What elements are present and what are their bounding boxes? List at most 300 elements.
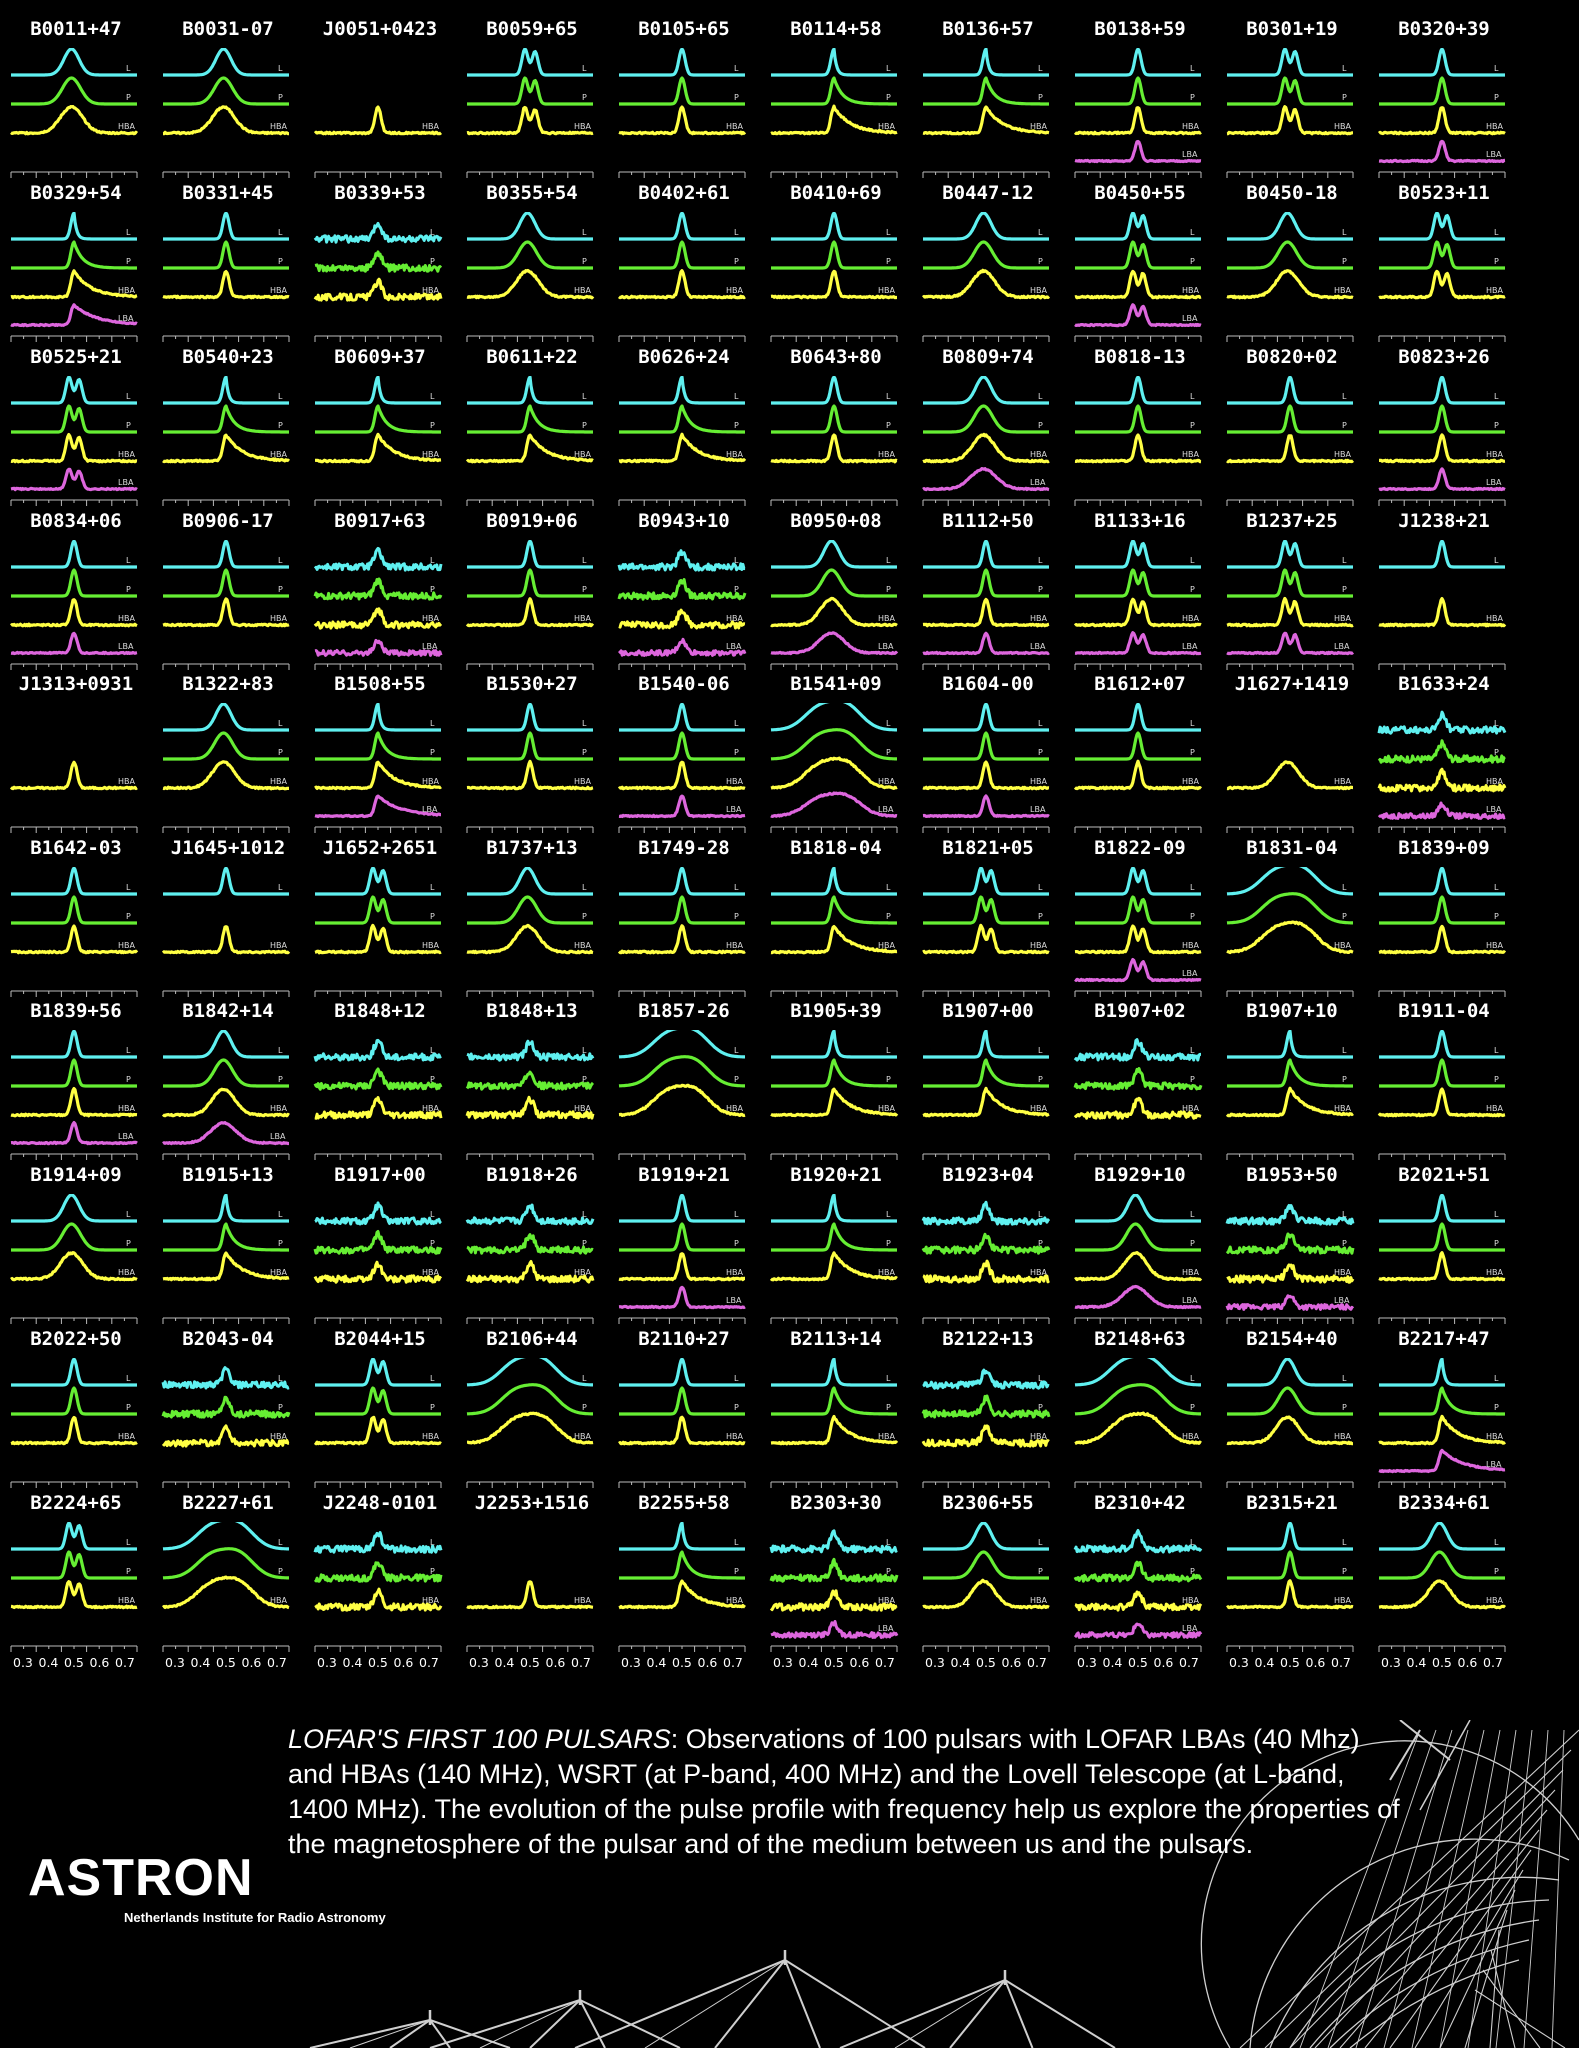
- profile-line-p: [771, 242, 897, 268]
- pulsar-name: B0410+69: [790, 182, 882, 204]
- profile-plot: [0, 376, 152, 508]
- profile-line-p: [467, 1235, 593, 1254]
- pulsar-panel: [304, 673, 456, 833]
- profile-plot: [0, 540, 152, 672]
- profile-line-p: [1379, 242, 1505, 268]
- pulsar-panel: [608, 837, 760, 997]
- profile-plot: [1064, 1194, 1216, 1326]
- profile-line-l: [467, 704, 593, 730]
- profile-plot: [1064, 867, 1216, 999]
- pulsar-panel: [0, 182, 152, 342]
- band-label-hba: HBA: [1486, 1596, 1503, 1605]
- band-label-p: P: [582, 748, 587, 757]
- band-label-l: L: [1494, 392, 1499, 401]
- profile-line-p: [1379, 1388, 1505, 1414]
- profile-line-l: [11, 1195, 137, 1221]
- profile-line-l: [315, 868, 441, 894]
- band-label-hba: HBA: [726, 941, 743, 950]
- pulsar-name: B1322+83: [182, 673, 274, 695]
- band-label-l: L: [734, 392, 739, 401]
- band-label-l: L: [1038, 1046, 1043, 1055]
- profile-plot: [1368, 867, 1520, 999]
- profile-line-l: [1075, 1531, 1201, 1553]
- band-label-p: P: [278, 1075, 283, 1084]
- profile-line-l: [163, 704, 289, 730]
- profile-line-p: [923, 1234, 1049, 1253]
- band-label-l: L: [886, 719, 891, 728]
- band-label-hba: HBA: [878, 1432, 895, 1441]
- band-label-hba: HBA: [1030, 122, 1047, 131]
- band-label-p: P: [734, 912, 739, 921]
- band-label-hba: HBA: [1334, 1268, 1351, 1277]
- profile-line-l: [1227, 541, 1353, 567]
- profile-line-p: [315, 733, 441, 759]
- pulsar-name: B1917+00: [334, 1164, 426, 1186]
- band-label-hba: HBA: [118, 1268, 135, 1277]
- profile-line-p: [1075, 733, 1201, 759]
- profile-line-l: [619, 1359, 745, 1385]
- profile-line-p: [315, 406, 441, 432]
- band-label-l: L: [1190, 719, 1195, 728]
- pulsar-panel: [152, 673, 304, 833]
- profile-line-p: [467, 78, 593, 104]
- x-tick-label: 0.4: [646, 1655, 667, 1670]
- band-label-p: P: [430, 1239, 435, 1248]
- profile-plot: [1216, 1194, 1368, 1326]
- pulsar-name: B1953+50: [1246, 1164, 1338, 1186]
- pulsar-name: B0355+54: [486, 182, 578, 204]
- profile-line-p: [11, 897, 137, 923]
- band-label-lba: LBA: [1486, 1460, 1502, 1469]
- band-label-hba: HBA: [878, 450, 895, 459]
- profile-line-l: [315, 1533, 441, 1553]
- pulsar-panel: [1064, 1000, 1216, 1160]
- pulsar-panel: [760, 1492, 912, 1652]
- pulsar-panel: [608, 1164, 760, 1324]
- band-label-lba: LBA: [118, 314, 134, 323]
- profile-line-p: [923, 1552, 1049, 1578]
- astron-logo-subtitle: Netherlands Institute for Radio Astronomy: [124, 1910, 386, 1925]
- profile-plot: [912, 1522, 1064, 1654]
- band-label-p: P: [126, 1239, 131, 1248]
- band-label-l: L: [126, 1210, 131, 1219]
- band-label-p: P: [1494, 421, 1499, 430]
- profile-plot: [1064, 540, 1216, 672]
- band-label-lba: LBA: [1486, 805, 1502, 814]
- profile-line-l: [315, 377, 441, 403]
- band-label-l: L: [886, 1374, 891, 1383]
- band-label-l: L: [886, 1538, 891, 1547]
- pulsar-panel: [152, 1164, 304, 1324]
- band-label-l: L: [278, 719, 283, 728]
- x-tick-label-group: [1216, 1652, 1368, 1672]
- profile-plot: [456, 703, 608, 835]
- pulsar-panel: [0, 510, 152, 670]
- profile-line-l: [619, 704, 745, 730]
- profile-line-p: [1379, 78, 1505, 104]
- band-label-lba: LBA: [118, 478, 134, 487]
- profile-plot: [456, 1194, 608, 1326]
- profile-line-p: [1075, 78, 1201, 104]
- band-label-p: P: [1494, 257, 1499, 266]
- profile-plot: [0, 703, 152, 835]
- profile-plot: [912, 212, 1064, 344]
- band-label-hba: HBA: [422, 1104, 439, 1113]
- band-label-hba: HBA: [118, 122, 135, 131]
- x-tick-label: 0.4: [950, 1655, 971, 1670]
- pulsar-panel: [1216, 1328, 1368, 1488]
- profile-line-p: [1379, 1552, 1505, 1578]
- band-label-p: P: [886, 912, 891, 921]
- profile-line-p: [11, 1224, 137, 1250]
- profile-line-p: [163, 733, 289, 759]
- pulsar-name: B0950+08: [790, 510, 882, 532]
- band-label-l: L: [1494, 64, 1499, 73]
- profile-line-l: [1379, 49, 1505, 75]
- band-label-l: L: [1190, 392, 1195, 401]
- profile-line-l: [163, 868, 289, 894]
- profile-plot: [304, 867, 456, 999]
- band-label-hba: HBA: [1030, 1596, 1047, 1605]
- profile-line-l: [11, 1031, 137, 1057]
- band-label-l: L: [582, 556, 587, 565]
- band-label-hba: HBA: [118, 1104, 135, 1113]
- profile-line-l: [923, 49, 1049, 75]
- pulsar-name: B1848+12: [334, 1000, 426, 1022]
- profile-plot: [1064, 1522, 1216, 1654]
- pulsar-name: B0643+80: [790, 346, 882, 368]
- band-label-p: P: [1038, 1567, 1043, 1576]
- caption-text: : Observations of 100 pulsars with LOFAR LBAs (40 Mhz) and HBAs (140 MHz), WSRT (at P-band, 400 MHz) and the Lovell Telescope (at L-band, 1400 MHz). The evolution of the pulse profile with frequency help us explore the properties of the magnetosphere of the pulsar and of the medium between us and the pulsars.: [288, 1724, 1400, 1859]
- band-label-hba: HBA: [726, 122, 743, 131]
- profile-line-l: [923, 213, 1049, 239]
- profile-plot: [304, 1358, 456, 1490]
- x-tick-label: 0.5: [520, 1655, 540, 1670]
- profile-plot: [304, 48, 456, 180]
- pulsar-panel: [912, 1492, 1064, 1652]
- band-label-l: L: [886, 556, 891, 565]
- band-label-hba: HBA: [878, 1596, 895, 1605]
- profile-line-l: [1075, 1358, 1201, 1385]
- profile-line-l: [467, 1358, 593, 1385]
- pulsar-panel: [608, 182, 760, 342]
- profile-line-p: [923, 1060, 1049, 1086]
- pulsar-panel: [152, 1328, 304, 1488]
- profile-line-p: [771, 1559, 897, 1581]
- band-label-hba: HBA: [1486, 777, 1503, 786]
- band-label-l: L: [886, 883, 891, 892]
- profile-line-l: [771, 541, 897, 567]
- band-label-hba: HBA: [1486, 1268, 1503, 1277]
- profile-line-l: [1075, 704, 1201, 730]
- band-label-hba: HBA: [1030, 450, 1047, 459]
- band-label-l: L: [1494, 719, 1499, 728]
- profile-line-p: [923, 78, 1049, 104]
- profile-plot: [1216, 1030, 1368, 1162]
- profile-plot: [152, 212, 304, 344]
- band-label-hba: HBA: [1334, 286, 1351, 295]
- pulsar-panel: [456, 1000, 608, 1160]
- profile-plot: [912, 1358, 1064, 1490]
- pulsar-panel: [0, 673, 152, 833]
- band-label-hba: HBA: [878, 122, 895, 131]
- band-label-hba: HBA: [574, 122, 591, 131]
- pulsar-panel: [456, 510, 608, 670]
- profile-line-p: [315, 1563, 441, 1581]
- band-label-hba: HBA: [1334, 614, 1351, 623]
- pulsar-name: J1645+1012: [170, 837, 286, 859]
- pulsar-name: B2306+55: [942, 1492, 1034, 1514]
- profile-line-l: [771, 49, 897, 75]
- profile-line-l: [315, 1359, 441, 1385]
- profile-plot: [152, 867, 304, 999]
- x-tick-label: 0.5: [1128, 1655, 1148, 1670]
- profile-plot: [152, 376, 304, 508]
- profile-plot: [1216, 703, 1368, 835]
- band-label-hba: HBA: [1486, 1432, 1503, 1441]
- profile-plot: [0, 1030, 152, 1162]
- pulsar-name: B1237+25: [1246, 510, 1338, 532]
- band-label-hba: HBA: [422, 1432, 439, 1441]
- pulsar-name: B1914+09: [30, 1164, 122, 1186]
- pulsar-name: B2044+15: [334, 1328, 426, 1350]
- profile-line-p: [467, 242, 593, 268]
- band-label-l: L: [1342, 883, 1347, 892]
- x-tick-label: 0.6: [393, 1655, 414, 1670]
- band-label-p: P: [582, 93, 587, 102]
- profile-line-p: [1075, 1224, 1201, 1250]
- pulsar-panel: [760, 1328, 912, 1488]
- band-label-lba: LBA: [1182, 969, 1198, 978]
- band-label-hba: HBA: [270, 1104, 287, 1113]
- x-tick-label: 0.7: [1027, 1655, 1047, 1670]
- profile-line-p: [163, 570, 289, 596]
- pulsar-name: B2148+63: [1094, 1328, 1186, 1350]
- pulsar-panel: [1216, 510, 1368, 670]
- x-tick-label: 0.7: [723, 1655, 743, 1670]
- band-label-p: P: [734, 1403, 739, 1412]
- band-label-hba: HBA: [574, 1268, 591, 1277]
- profile-line-l: [1379, 1523, 1505, 1549]
- band-label-hba: HBA: [422, 1268, 439, 1277]
- band-label-l: L: [582, 1374, 587, 1383]
- profile-plot: [760, 1358, 912, 1490]
- band-label-hba: HBA: [1182, 450, 1199, 459]
- profile-plot: [0, 867, 152, 999]
- pulsar-panel: [456, 1492, 608, 1652]
- band-label-l: L: [1494, 1538, 1499, 1547]
- x-tick-label: 0.7: [419, 1655, 439, 1670]
- band-label-p: P: [1190, 1239, 1195, 1248]
- band-label-p: P: [126, 421, 131, 430]
- band-label-p: P: [1342, 912, 1347, 921]
- x-tick-label: 0.7: [571, 1655, 591, 1670]
- band-label-p: P: [430, 1567, 435, 1576]
- pulsar-name: B0525+21: [30, 346, 122, 368]
- profile-line-l: [771, 213, 897, 239]
- profile-line-p: [1075, 1069, 1201, 1090]
- band-label-p: P: [1038, 748, 1043, 757]
- profile-line-l: [771, 1359, 897, 1385]
- profile-line-l: [619, 1195, 745, 1221]
- band-label-hba: HBA: [270, 1596, 287, 1605]
- band-label-l: L: [1494, 556, 1499, 565]
- profile-plot: [152, 48, 304, 180]
- profile-line-p: [163, 1549, 289, 1578]
- profile-plot: [608, 1358, 760, 1490]
- profile-line-l: [923, 1370, 1049, 1388]
- pulsar-panel: [1064, 673, 1216, 833]
- x-tick-label: 0.7: [1483, 1655, 1503, 1670]
- profile-plot: [1368, 540, 1520, 672]
- profile-line-p: [11, 406, 137, 432]
- profile-line-l: [315, 223, 441, 242]
- band-label-p: P: [886, 93, 891, 102]
- band-label-l: L: [582, 392, 587, 401]
- band-label-l: L: [278, 64, 283, 73]
- band-label-l: L: [126, 556, 131, 565]
- band-label-l: L: [430, 719, 435, 728]
- pulsar-panel: [456, 837, 608, 997]
- profile-line-l: [1075, 1195, 1201, 1221]
- pulsar-name: B0906-17: [182, 510, 274, 532]
- pulsar-panel: [1368, 510, 1520, 670]
- band-label-p: P: [1190, 257, 1195, 266]
- band-label-p: P: [582, 1239, 587, 1248]
- profile-plot: [1216, 212, 1368, 344]
- band-label-hba: HBA: [1334, 1596, 1351, 1605]
- pulsar-name: B0818-13: [1094, 346, 1186, 368]
- pulsar-name: B2334+61: [1398, 1492, 1490, 1514]
- x-tick-label: 0.5: [1432, 1655, 1452, 1670]
- band-label-hba: HBA: [270, 1432, 287, 1441]
- profile-line-p: [1379, 1060, 1505, 1086]
- band-label-l: L: [582, 1046, 587, 1055]
- profile-line-l: [467, 1041, 593, 1060]
- pulsar-panel: [760, 1000, 912, 1160]
- band-label-l: L: [278, 1210, 283, 1219]
- band-label-p: P: [430, 1403, 435, 1412]
- band-label-p: P: [126, 585, 131, 594]
- band-label-hba: HBA: [1030, 941, 1047, 950]
- profile-line-p: [1227, 78, 1353, 104]
- x-tick-label: 0.5: [976, 1655, 996, 1670]
- pulsar-panel: [456, 673, 608, 833]
- profile-line-l: [1379, 213, 1505, 239]
- band-label-lba: LBA: [1030, 478, 1046, 487]
- x-tick-label: 0.4: [1254, 1655, 1275, 1670]
- pulsar-panel: [152, 346, 304, 506]
- band-label-l: L: [1342, 392, 1347, 401]
- profile-plot: [1368, 1522, 1520, 1654]
- band-label-p: P: [1494, 1567, 1499, 1576]
- profile-line-l: [1379, 712, 1505, 733]
- band-label-l: L: [1190, 1046, 1195, 1055]
- profile-line-l: [467, 868, 593, 894]
- pulsar-name: B0919+06: [486, 510, 578, 532]
- band-label-p: P: [886, 257, 891, 266]
- profile-plot: [1368, 376, 1520, 508]
- pulsar-panel: [152, 1492, 304, 1652]
- profile-line-p: [467, 733, 593, 759]
- band-label-l: L: [278, 1046, 283, 1055]
- profile-line-p: [1075, 897, 1201, 923]
- band-label-hba: HBA: [726, 1268, 743, 1277]
- band-label-p: P: [734, 1075, 739, 1084]
- pulsar-panel: [1368, 1492, 1520, 1652]
- pulsar-panel: [760, 510, 912, 670]
- x-tick-label: 0.4: [494, 1655, 515, 1670]
- pulsar-panel: [456, 18, 608, 178]
- band-label-l: L: [1190, 556, 1195, 565]
- band-label-l: L: [886, 1046, 891, 1055]
- band-label-p: P: [886, 421, 891, 430]
- pulsar-panel: [912, 18, 1064, 178]
- pulsar-panel: [912, 1328, 1064, 1488]
- pulsar-panel: [1216, 1000, 1368, 1160]
- band-label-p: P: [886, 748, 891, 757]
- pulsar-panel: [456, 1328, 608, 1488]
- pulsar-panel: [912, 182, 1064, 342]
- pulsar-name: B0331+45: [182, 182, 274, 204]
- profile-line-l: [467, 49, 593, 75]
- pulsar-panel: [1064, 1164, 1216, 1324]
- profile-plot: [304, 703, 456, 835]
- pulsar-panel: [304, 1492, 456, 1652]
- band-label-l: L: [1342, 556, 1347, 565]
- band-label-p: P: [278, 1403, 283, 1412]
- pulsar-panel: [1064, 18, 1216, 178]
- band-label-l: L: [430, 1210, 435, 1219]
- band-label-hba: HBA: [1334, 1104, 1351, 1113]
- pulsar-name: B2113+14: [790, 1328, 882, 1350]
- pulsar-panel: [304, 346, 456, 506]
- pulsar-panel: [912, 673, 1064, 833]
- band-label-p: P: [582, 585, 587, 594]
- pulsar-name: J1652+2651: [322, 837, 438, 859]
- pulsar-panel: [304, 837, 456, 997]
- pulsar-name: J2253+1516: [474, 1492, 590, 1514]
- profile-line-l: [619, 377, 745, 403]
- band-label-p: P: [1190, 1567, 1195, 1576]
- band-label-p: P: [1038, 1075, 1043, 1084]
- profile-line-p: [315, 252, 441, 271]
- x-tick-label: 0.3: [13, 1655, 33, 1670]
- pulsar-panel: [304, 1000, 456, 1160]
- profile-plot: [456, 48, 608, 180]
- pulsar-panel: [152, 1000, 304, 1160]
- pulsar-name: B1907+02: [1094, 1000, 1186, 1022]
- band-label-l: L: [1342, 228, 1347, 237]
- profile-line-p: [1227, 894, 1353, 923]
- pulsar-panel: [304, 1164, 456, 1324]
- band-label-hba: HBA: [1182, 1432, 1199, 1441]
- profile-line-l: [771, 1195, 897, 1221]
- profile-line-l: [11, 49, 137, 75]
- pulsar-name: B1848+13: [486, 1000, 578, 1022]
- pulsar-panel: [0, 1492, 152, 1652]
- pulsar-panel: [608, 510, 760, 670]
- pulsar-panel: [1064, 1328, 1216, 1488]
- band-label-l: L: [1190, 883, 1195, 892]
- band-label-p: P: [1494, 1403, 1499, 1412]
- pulsar-panel: [760, 837, 912, 997]
- profile-line-l: [771, 377, 897, 403]
- profile-line-l: [467, 541, 593, 567]
- band-label-p: P: [582, 1075, 587, 1084]
- pulsar-panel: [608, 673, 760, 833]
- profile-line-p: [771, 1060, 897, 1086]
